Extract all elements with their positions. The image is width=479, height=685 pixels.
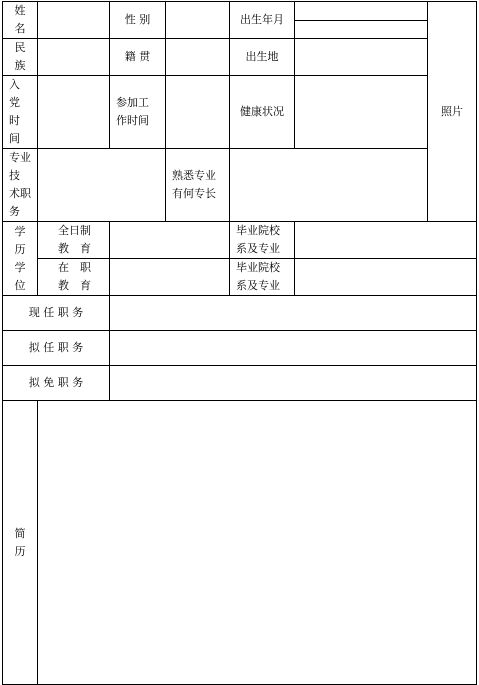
value-fulltime-school[interactable] <box>295 222 477 259</box>
label-removed-position: 拟 免 职 务 <box>3 366 110 401</box>
value-work-start-date[interactable] <box>166 76 230 149</box>
label-work-start-date: 参加工 作时间 <box>110 76 166 149</box>
label-birth-date: 出生年月 <box>230 2 295 39</box>
label-party-join-date: 入 党 时 间 <box>3 76 38 149</box>
value-birth-date[interactable] <box>295 2 428 39</box>
label-specialty: 熟悉专业 有何专长 <box>166 149 230 222</box>
label-parttime-education: 在 职 教 育 <box>38 259 110 296</box>
value-current-position[interactable] <box>110 296 477 331</box>
value-native-place[interactable] <box>166 39 230 76</box>
label-birthplace: 出生地 <box>230 39 295 76</box>
label-gender: 性 别 <box>110 2 166 39</box>
value-parttime-school[interactable] <box>295 259 477 296</box>
label-resume: 简 历 <box>3 401 38 685</box>
value-removed-position[interactable] <box>110 366 477 401</box>
value-parttime-education[interactable] <box>110 259 230 296</box>
value-gender[interactable] <box>166 2 230 39</box>
value-birthplace[interactable] <box>295 39 428 76</box>
value-specialty[interactable] <box>230 149 428 222</box>
label-name: 姓 名 <box>3 2 38 39</box>
value-resume[interactable] <box>38 401 477 685</box>
label-professional-title: 专业技 术职务 <box>3 149 38 222</box>
label-fulltime-school: 毕业院校 系及专业 <box>230 222 295 259</box>
photo-box[interactable]: 照片 <box>428 2 477 222</box>
label-health: 健康状况 <box>230 76 295 149</box>
value-fulltime-education[interactable] <box>110 222 230 259</box>
cadre-info-form <box>2 1 477 685</box>
value-ethnicity[interactable] <box>38 39 110 76</box>
value-health[interactable] <box>295 76 428 149</box>
value-name[interactable] <box>38 2 110 39</box>
label-current-position: 现 任 职 务 <box>3 296 110 331</box>
value-party-join-date[interactable] <box>38 76 110 149</box>
label-proposed-position: 拟 任 职 务 <box>3 331 110 366</box>
label-education-degree: 学 历 学 位 <box>3 222 38 296</box>
label-native-place: 籍 贯 <box>110 39 166 76</box>
label-ethnicity: 民 族 <box>3 39 38 76</box>
value-proposed-position[interactable] <box>110 331 477 366</box>
label-parttime-school: 毕业院校 系及专业 <box>230 259 295 296</box>
label-fulltime-education: 全日制 教 育 <box>38 222 110 259</box>
value-professional-title[interactable] <box>38 149 166 222</box>
